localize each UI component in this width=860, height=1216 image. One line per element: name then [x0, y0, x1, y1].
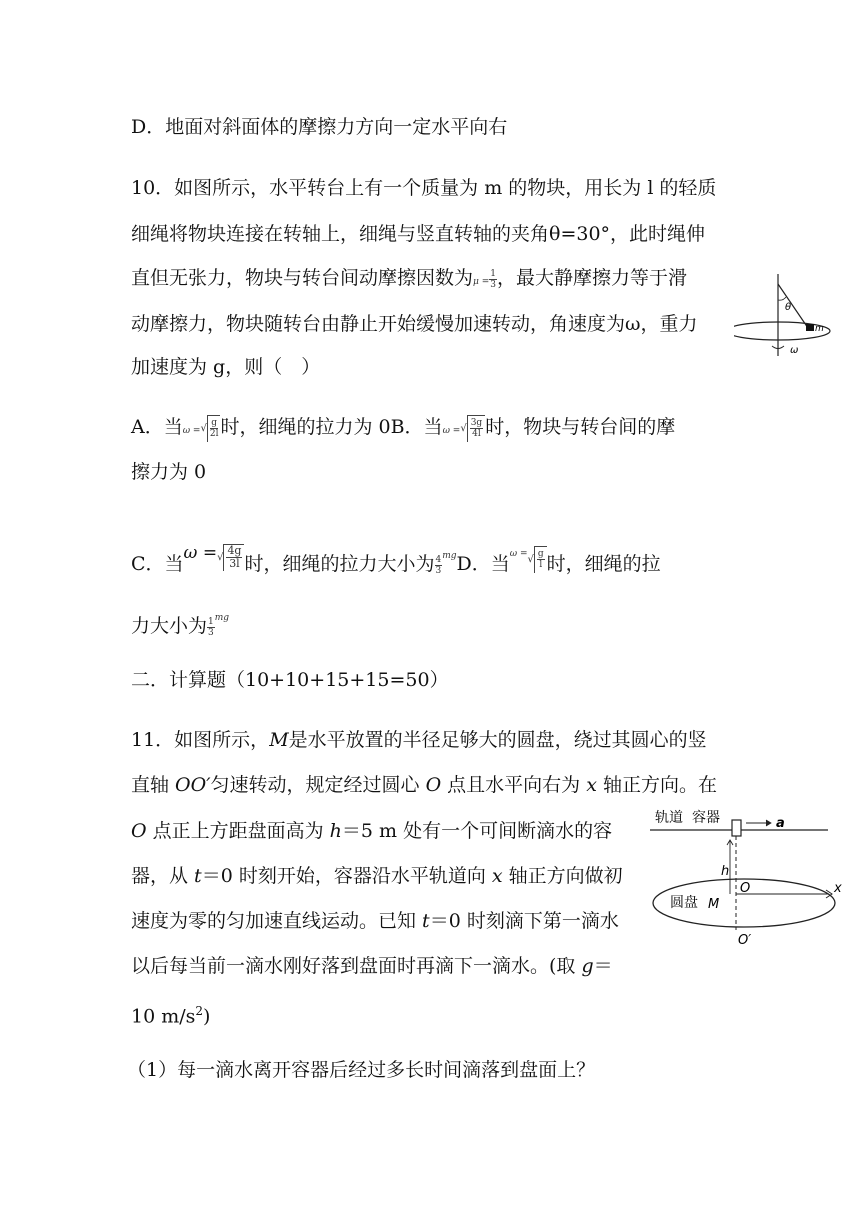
q11-l4-b: ＝0 时刻开始，容器沿水平轨道向: [201, 865, 492, 887]
q11-l6-b: ＝: [593, 955, 613, 977]
q11-l4-c: 轴正方向做初: [502, 865, 623, 887]
disk-M-label: M: [708, 897, 720, 912]
option-d-label: D．当: [456, 553, 510, 575]
mu-fraction: [489, 269, 497, 290]
q11-l2-b: 匀速转动，规定经过圆心: [210, 774, 426, 796]
option-d-text: 时，细绳的拉: [546, 553, 661, 575]
q11-line1: [131, 727, 707, 753]
q10-options-ab: [131, 414, 675, 444]
q10-options-cd: [131, 540, 661, 577]
q11-l2-a: 直轴: [131, 774, 176, 796]
q11-line2: [131, 772, 717, 798]
angle-arc: [778, 297, 786, 300]
q11-l1-b: 是水平放置的半径足够大的圆盘，绕过其圆心的竖: [288, 729, 707, 751]
q11-sub1: （1）每一滴水离开容器后经过多长时间滴落到盘面上？: [127, 1059, 596, 1081]
q11-l7-a: 10 m/s: [131, 1005, 196, 1028]
frac-num: 4g: [227, 544, 242, 557]
mu-symbol: μ =: [473, 277, 490, 287]
frac-den: 3: [435, 566, 442, 576]
q10-line3-text-b: ，最大静摩擦力等于滑: [497, 267, 688, 289]
q10-line2: 细绳将物块连接在转轴上，细绳与竖直转轴的夹角θ=30°，此时绳伸: [131, 223, 706, 245]
omega-symbol: ω =: [183, 543, 218, 563]
mg-symbol: mg: [214, 613, 230, 623]
var-g: g: [581, 955, 594, 977]
var-M: M: [269, 729, 289, 751]
frac-num: 1: [208, 617, 214, 627]
accel-label: a: [776, 816, 785, 831]
q10-option-d-cont: [131, 605, 229, 639]
superscript: 2: [195, 1004, 204, 1018]
option-c-text: 时，细绳的拉力大小为: [244, 553, 435, 575]
q11-l3-a: 点正上方距盘面高为: [146, 820, 330, 842]
block-mass: [806, 324, 814, 331]
disk-track-figure: [650, 800, 850, 950]
q11-l2-d: 轴正方向。在: [596, 774, 717, 796]
var-O: O: [131, 820, 147, 842]
q11-l5-a: 速度为零的匀加速直线运动。已知: [131, 910, 423, 932]
q10-line1: 10．如图所示，水平转台上有一个质量为 m 的物块，用长为 l 的轻质: [131, 177, 717, 199]
sqrt-3g-over-4l: √ $\frac{3g}{4l}$: [460, 415, 485, 442]
q11-line3: [131, 818, 612, 844]
frac-num: g: [211, 417, 218, 428]
string-line: [778, 284, 808, 328]
section-title: 二．计算题（10+10+15+15=50）: [131, 669, 449, 691]
q11-l7-b: ): [203, 1005, 211, 1028]
option-a-text: 时，细绳的拉力为 0B．当: [220, 416, 443, 438]
q11-l6-a: 以后每当前一滴水刚好落到盘面时再滴下一滴水。(取: [131, 955, 582, 977]
q10-line3: [131, 265, 687, 295]
q11-line4: [131, 863, 623, 889]
container-box: [732, 820, 741, 836]
q11-l1-a: 11．如图所示，: [131, 729, 270, 751]
x-axis-label: x: [834, 881, 842, 896]
var-t: t: [422, 910, 430, 932]
q11-l2-c: 点且水平向右为: [441, 774, 587, 796]
q11-l5-b: ＝0 时刻滴下第一滴水: [429, 910, 619, 932]
frac-den: 3l: [229, 557, 240, 570]
omega-symbol: ω =: [182, 426, 201, 436]
omega-symbol: ω =: [442, 426, 461, 436]
theta-label: θ: [785, 302, 792, 313]
var-h: h: [329, 820, 342, 842]
q10-line4: 动摩擦力，物块随转台由静止开始缓慢加速转动，角速度为ω，重力: [131, 313, 698, 335]
q9-option-d: D．地面对斜面体的摩擦力方向一定水平向右: [131, 116, 508, 138]
disk-label: 圆盘: [670, 895, 698, 911]
track-label: 轨道: [655, 810, 683, 826]
frac-den: 2l: [209, 428, 219, 439]
mu-denominator: 3: [490, 279, 497, 290]
arrow-head-icon: [766, 820, 771, 826]
q10-line5: 加速度为 g，则（ ）: [131, 356, 321, 378]
sqrt-g-over-2l: √ $\frac{g}{2l}$: [200, 415, 220, 442]
frac-num: 4: [435, 555, 442, 565]
turntable-figure: [734, 270, 838, 362]
frac-den: 4l: [472, 428, 481, 439]
mg-symbol: mg: [442, 551, 457, 561]
q10-line3-text: 直但无张力，物块与转台间动摩擦因数为: [131, 267, 474, 289]
height-label: h: [721, 864, 730, 879]
frac-num: 3g: [470, 417, 483, 428]
omega-symbol: ω =: [509, 549, 528, 559]
o-prime-label: O′: [738, 933, 752, 948]
q11-line6: [131, 953, 613, 979]
var-x: x: [491, 865, 503, 887]
sqrt-4g-over-3l: √ $\frac{4g}{3l}$: [217, 544, 244, 571]
var-x: x: [586, 774, 597, 796]
mu-numerator: 1: [490, 268, 497, 279]
container-label: 容器: [692, 810, 720, 826]
var-OO: OO′: [175, 774, 211, 796]
omega-label: ω: [790, 345, 799, 356]
frac-den: l: [539, 560, 543, 570]
option-a-label: A．当: [131, 416, 183, 438]
var-t: t: [194, 865, 202, 887]
q10-option-b-cont: 擦力为 0: [131, 461, 207, 483]
sqrt-g-over-l: √ $\frac{g}{l}$: [528, 546, 547, 573]
var-O: O: [425, 774, 442, 796]
q11-l4-a: 器，从: [131, 865, 195, 887]
frac-num: g: [537, 549, 544, 559]
origin-label: O: [740, 881, 751, 896]
option-b-text: 时，物块与转台间的摩: [485, 416, 676, 438]
option-d-cont-text: 力大小为: [131, 615, 208, 637]
q11-line7: [131, 998, 210, 1029]
mass-label: m: [815, 324, 824, 334]
option-c-label: C．当: [131, 553, 184, 575]
frac-den: 3: [208, 628, 214, 638]
q11-l3-b: ＝5 m 处有一个可间断滴水的容: [341, 820, 613, 842]
one-third: [207, 617, 215, 638]
q11-line5: [131, 908, 619, 934]
